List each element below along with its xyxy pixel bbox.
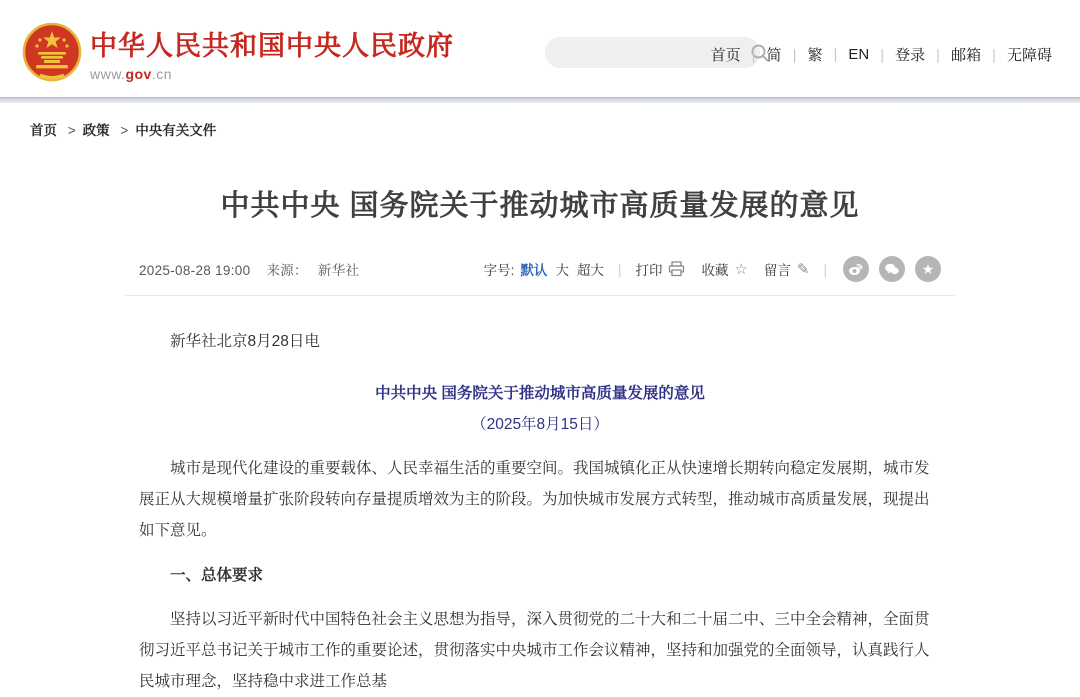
font-size-label: 字号: (483, 263, 515, 278)
meta-divider (125, 295, 955, 296)
comment-label: 留言 (763, 263, 791, 278)
weibo-icon (848, 261, 864, 277)
wechat-share-button[interactable] (879, 256, 905, 282)
article-meta-left (139, 259, 359, 279)
nav-simplified[interactable]: | 简 (741, 44, 782, 65)
favorite-label: 收藏 (701, 263, 729, 278)
publish-datetime: 2025-08-28 19:00 (139, 263, 251, 278)
favorite-button[interactable] (701, 259, 747, 279)
breadcrumb-home[interactable]: 首页 (30, 123, 57, 138)
article-page (125, 183, 955, 697)
national-emblem-icon (22, 22, 82, 84)
share-buttons (843, 256, 941, 282)
font-size-large-button[interactable]: 大 (555, 263, 569, 278)
breadcrumb (0, 103, 1080, 153)
nav-login[interactable]: | 登录 (869, 44, 925, 65)
top-nav (711, 44, 1052, 65)
nav-home[interactable]: 首页 (710, 47, 741, 64)
document-title: 中共中央 国务院关于推动城市高质量发展的意见 (375, 385, 705, 402)
article-toolbar (484, 256, 941, 282)
url-gov: gov (125, 66, 152, 82)
url-www: www. (90, 66, 126, 82)
toolbar-divider: | (617, 261, 622, 277)
nav-english[interactable]: | EN (822, 46, 869, 63)
page-title: 中共中央 国务院关于推动城市高质量发展的意见 (220, 190, 860, 222)
print-button[interactable] (635, 259, 685, 279)
site-url (90, 66, 454, 82)
document-date: （2025年8月15日） (471, 416, 609, 433)
article-meta-row (125, 256, 955, 282)
weibo-share-button[interactable] (843, 256, 869, 282)
comment-button[interactable] (764, 259, 810, 279)
breadcrumb-central-documents[interactable]: > 中央有关文件 (113, 123, 216, 138)
site-brand[interactable] (22, 22, 454, 84)
qzone-share-button[interactable] (915, 256, 941, 282)
url-cn: .cn (151, 66, 173, 82)
site-name: 中华人民共和国中央人民政府 (90, 31, 454, 61)
font-size-default-button[interactable]: 默认 (520, 263, 548, 278)
breadcrumb-policy[interactable]: > 政策 (61, 123, 110, 138)
nav-mail[interactable]: | 邮箱 (925, 44, 981, 65)
paragraph-1: 城市是现代化建设的重要载体、人民幸福生活的重要空间。我国城镇化正从快速增长期转向稳定发展期，城市发展正从大规模增量扩张阶段转向存量提质增效为主的阶段。为加快城市发展方式转型，推动城市高质量发展，现提出如下意见。 (139, 460, 930, 539)
nav-traditional[interactable]: | 繁 (782, 44, 823, 65)
paragraph-2: 坚持以习近平新时代中国特色社会主义思想为指导，深入贯彻党的二十大和二十届二中、三中全会精神，全面贯彻习近平总书记关于城市工作的重要论述，贯彻落实中央城市工作会议精神，坚持和加强党的全面领导，认真践行人民城市理念，坚持稳中求进工作总基 (139, 611, 930, 690)
printer-icon (668, 261, 685, 277)
font-size-xlarge-button[interactable]: 超大 (576, 263, 604, 278)
wechat-icon (884, 261, 900, 277)
star-icon: ☆ (734, 261, 748, 278)
article-body (125, 326, 955, 697)
qzone-star-icon: ★ (921, 261, 935, 277)
print-label: 打印 (635, 263, 663, 278)
dateline: 新华社北京8月28日电 (170, 333, 320, 350)
toolbar-divider: | (823, 261, 827, 277)
source-label: 来源： (266, 263, 308, 278)
section-heading-1: 一、总体要求 (170, 567, 264, 584)
brand-text (90, 24, 454, 82)
pencil-icon: ✎ (796, 261, 810, 278)
source-value[interactable]: 新华社 (317, 263, 360, 278)
site-header (0, 0, 1080, 97)
nav-accessibility[interactable]: | 无障碍 (981, 44, 1052, 65)
